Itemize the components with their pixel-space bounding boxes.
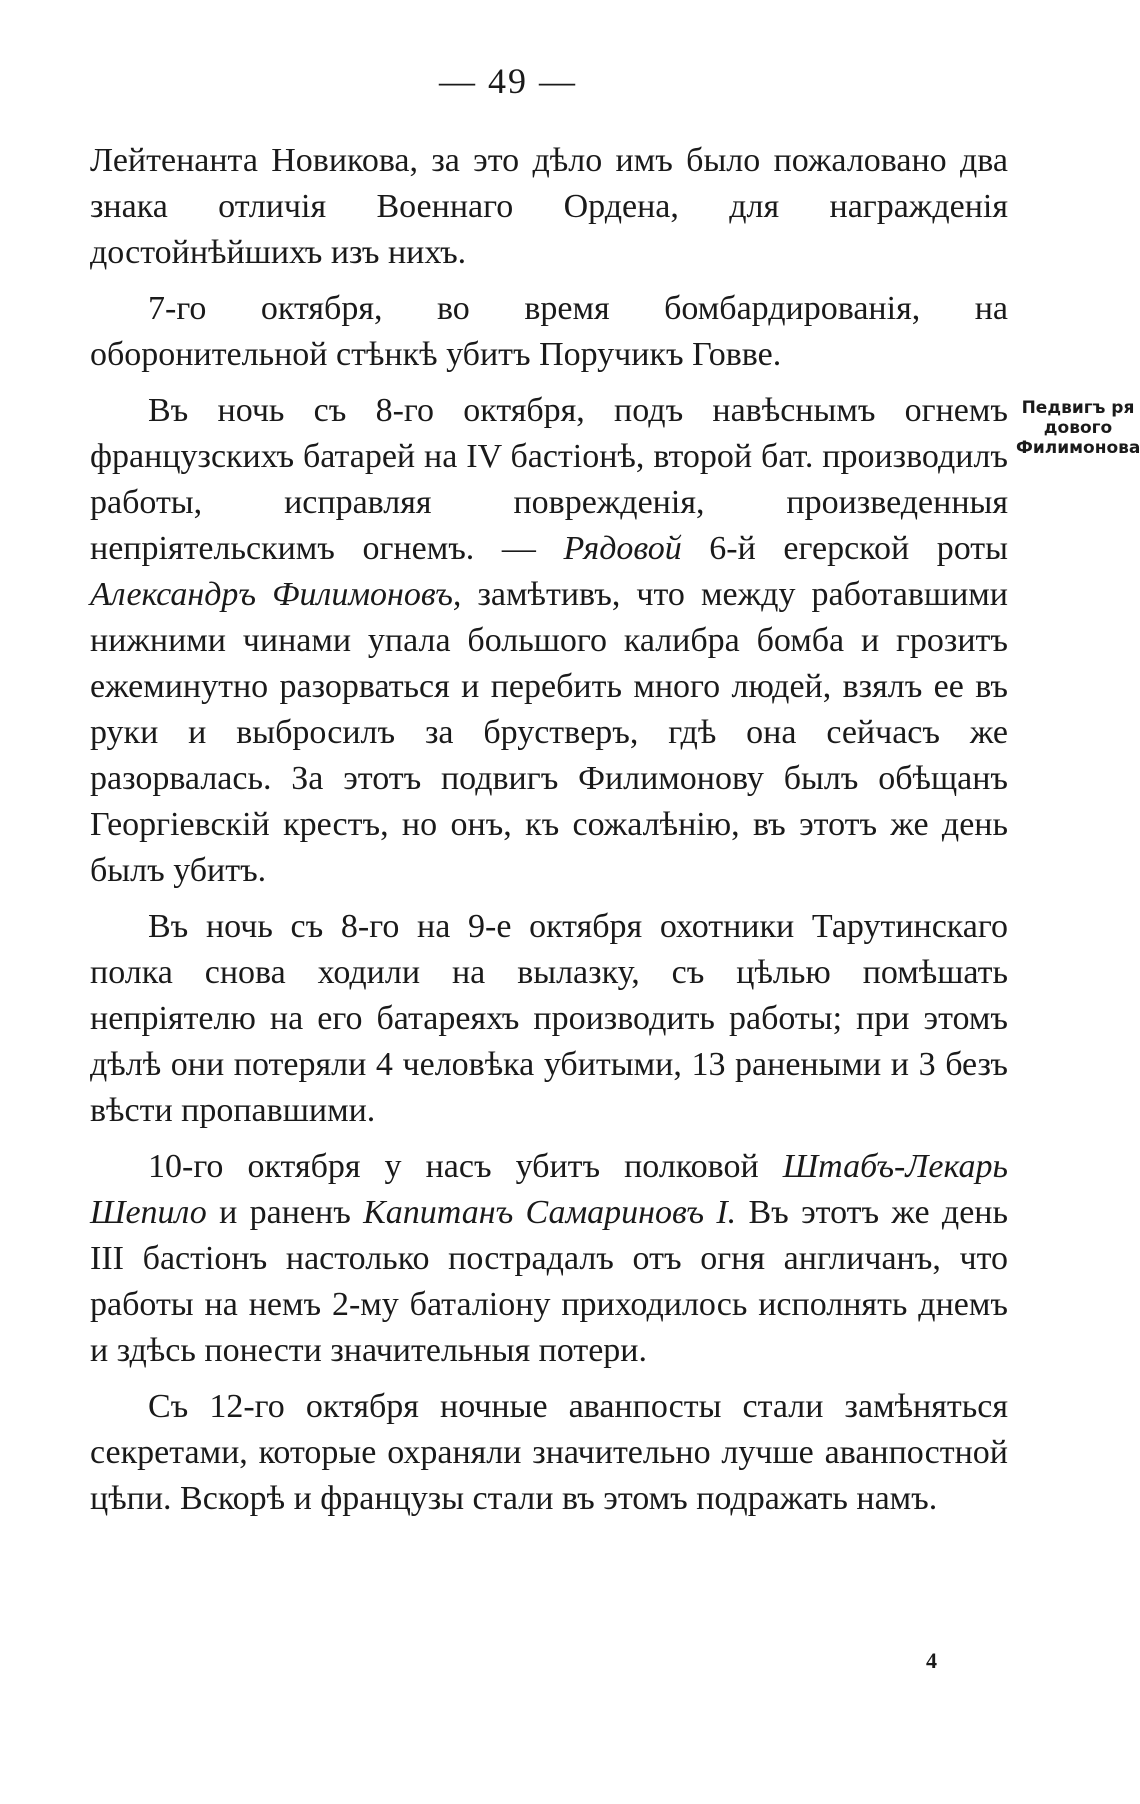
marginal-note-line-2: дового xyxy=(1043,418,1113,438)
paragraph-1: Лейтенанта Новикова, за это дѣло имъ было пожаловано два знака отличія Военнаго Ордена, для награжденія достойнѣйшихъ изъ нихъ. xyxy=(90,142,1008,271)
paragraph-3-text-e: замѣтивъ, что между работавшими нижними чинами упала большого калибра бомба и грозитъ ежеминутно разорваться и перебить много людей, взялъ ее въ руки и выбросилъ за бруствeръ, гдѣ она сейчасъ же разорвалась. За этотъ подвигъ Филимонову былъ обѣщанъ Георгіевскій крестъ, но онъ, къ сожалѣнію, въ этотъ же день былъ убитъ. xyxy=(90,576,1008,889)
paragraph-3 xyxy=(90,388,1008,894)
page-number: — 49 — xyxy=(439,61,577,101)
italic-name-filimonov: Александръ Филимоновъ, xyxy=(90,576,462,613)
body-text xyxy=(90,138,1008,1532)
signature-mark: 4 xyxy=(926,1648,937,1673)
paragraph-5-text-a: 10-го октября у насъ убитъ полковой xyxy=(148,1148,783,1185)
italic-name-shepilo: Штабъ-Лекарь Шепило xyxy=(90,1148,1008,1231)
paragraph-3-text-a: Въ ночь съ 8-го октября, подъ навѣснымъ огнемъ французскихъ батарей на IV бастіонѣ, второй бат. производилъ работы, исправляя поврежденія, произведенныя непріятельскимъ огнемъ. — xyxy=(90,392,1008,567)
italic-rank-ryadovoy: Рядовой xyxy=(563,530,682,567)
paragraph-5-text-c: и раненъ xyxy=(206,1194,364,1231)
paragraph-5 xyxy=(90,1144,1008,1374)
marginal-note-line-3: Филимонова xyxy=(1016,438,1140,458)
marginal-note xyxy=(1016,398,1140,458)
paragraph-2: 7-го октября, во время бомбардированія, на оборонительной стѣнкѣ убитъ Поручикъ Говве. xyxy=(90,290,1008,373)
paragraph-5-text-e: Въ этотъ же день III бастіонъ настолько пострадалъ отъ огня англичанъ, что работы на немъ 2-му баталіону приходилось исполнять днемъ и здѣсь понести значительныя потери. xyxy=(90,1194,1008,1369)
italic-name-samarinov: Капитанъ Самариновъ I. xyxy=(363,1194,737,1231)
marginal-note-line-1: Педвигъ ря xyxy=(1021,398,1135,418)
paragraph-6: Съ 12-го октября ночные аванпосты стали замѣняться секретами, которые охраняли значительно лучше аванпостной цѣпи. Вскорѣ и французы стали въ этомъ подражать намъ. xyxy=(90,1388,1008,1517)
paragraph-3-text-c: 6-й егерской роты xyxy=(681,530,1008,567)
paragraph-4: Въ ночь съ 8-го на 9-е октября охотники Тарутинскаго полка снова ходили на вылазку, съ цѣлью помѣшать непріятелю на его батареяхъ производить работы; при этомъ дѣлѣ они потеряли 4 человѣка убитыми, 13 ранеными и 3 безъ вѣсти пропавшими. xyxy=(90,908,1008,1129)
